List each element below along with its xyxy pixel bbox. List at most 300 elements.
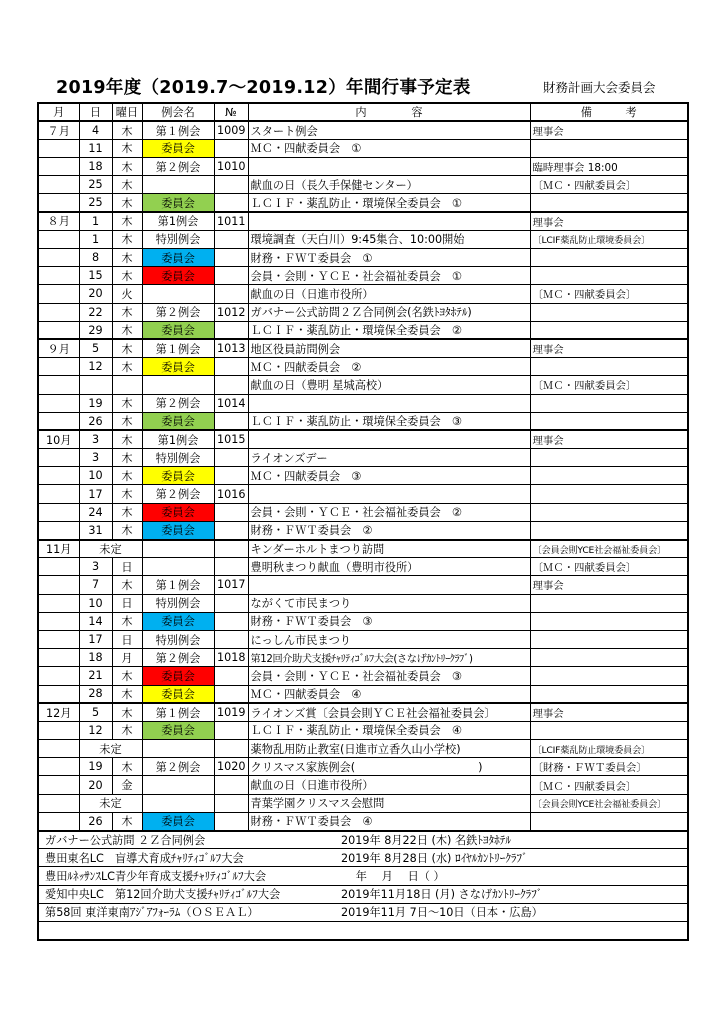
footer-event: 豊田ﾙﾈｯｻﾝｽLC青少年育成支援ﾁｬﾘﾃｨｺﾞﾙﾌ大会 xyxy=(45,869,267,883)
month-cell xyxy=(38,230,79,248)
meeting-cell xyxy=(142,558,214,576)
month-cell xyxy=(38,594,79,612)
meeting-cell: 特別例会 xyxy=(142,630,214,648)
number-cell xyxy=(214,194,248,212)
weekday-cell: 木 xyxy=(112,812,142,830)
schedule-row xyxy=(38,467,688,485)
content-cell: 薬物乱用防止教室(日進市立香久山小学校) xyxy=(248,740,530,758)
number-cell xyxy=(214,503,248,521)
day-cell: 18 xyxy=(79,158,112,176)
schedule-row xyxy=(38,649,688,667)
schedule-row xyxy=(38,212,688,230)
content-cell: ＬＣＩＦ・薬乱防止・環境保全委員会 ② xyxy=(248,321,530,339)
memo-cell: 理事会 xyxy=(530,430,688,448)
memo-cell xyxy=(530,630,688,648)
memo-cell xyxy=(530,612,688,630)
meeting-cell: 委員会 xyxy=(142,612,214,630)
footer-cell xyxy=(38,867,688,885)
content-cell: キンダーホルトまつり訪問 xyxy=(248,540,530,558)
number-cell xyxy=(214,776,248,794)
weekday-cell: 木 xyxy=(112,467,142,485)
day-cell: 14 xyxy=(79,612,112,630)
memo-cell xyxy=(530,503,688,521)
footer-date: 年 月 日（ ） xyxy=(341,869,445,883)
number-cell xyxy=(214,321,248,339)
schedule-row xyxy=(38,503,688,521)
schedule-row xyxy=(38,721,688,739)
day-cell: 1 xyxy=(79,230,112,248)
number-cell xyxy=(214,358,248,376)
number-cell xyxy=(214,594,248,612)
schedule-row xyxy=(38,267,688,285)
weekday-cell: 木 xyxy=(112,249,142,267)
weekday-cell: 日 xyxy=(112,630,142,648)
memo-cell xyxy=(530,721,688,739)
schedule-row xyxy=(38,358,688,376)
month-cell xyxy=(38,794,79,812)
content-cell: 献血の日（豊明 星城高校） xyxy=(248,376,530,394)
footer-date: 2019年 8月22日 (木) 名鉄ﾄﾖﾀﾎﾃﾙ xyxy=(341,833,511,847)
day-cell: 25 xyxy=(79,194,112,212)
memo-cell xyxy=(530,485,688,503)
content-cell: ライオンズ賞〔会員会則ＹＣＥ社会福祉委員会〕 xyxy=(248,703,530,721)
weekday-cell: 木 xyxy=(112,485,142,503)
number-cell xyxy=(214,267,248,285)
day-cell: 18 xyxy=(79,649,112,667)
weekday-cell: 木 xyxy=(112,394,142,412)
number-cell xyxy=(214,285,248,303)
meeting-cell: 第２例会 xyxy=(142,303,214,321)
day-cell: 20 xyxy=(79,285,112,303)
content-cell: 青葉学園クリスマス会慰問 xyxy=(248,794,530,812)
month-cell xyxy=(38,521,79,539)
memo-cell: 〔財務・ＦＷＴ委員会〕 xyxy=(530,758,688,776)
number-cell xyxy=(214,412,248,430)
meeting-cell: 第２例会 xyxy=(142,485,214,503)
weekday-cell: 日 xyxy=(112,558,142,576)
schedule-row xyxy=(38,430,688,448)
memo-cell xyxy=(530,449,688,467)
memo-cell: 〔ＭＣ・四献委員会〕 xyxy=(530,776,688,794)
number-cell: 1019 xyxy=(214,703,248,721)
meeting-cell: 特別例会 xyxy=(142,230,214,248)
number-cell: 1016 xyxy=(214,485,248,503)
number-cell xyxy=(214,558,248,576)
weekday-cell: 木 xyxy=(112,721,142,739)
memo-cell: 理事会 xyxy=(530,121,688,139)
content-cell: ＭＣ・四献委員会 ① xyxy=(248,139,530,157)
memo-cell xyxy=(530,267,688,285)
meeting-cell xyxy=(142,794,214,812)
number-cell: 1017 xyxy=(214,576,248,594)
month-cell xyxy=(38,285,79,303)
day-cell: 22 xyxy=(79,303,112,321)
number-cell: 1012 xyxy=(214,303,248,321)
number-cell xyxy=(214,249,248,267)
memo-cell: 理事会 xyxy=(530,703,688,721)
number-cell xyxy=(214,139,248,157)
meeting-cell: 第１例会 xyxy=(142,121,214,139)
meeting-cell: 特別例会 xyxy=(142,449,214,467)
schedule-row xyxy=(38,558,688,576)
day-cell: 4 xyxy=(79,121,112,139)
memo-cell xyxy=(530,358,688,376)
number-cell: 1014 xyxy=(214,394,248,412)
month-cell: ８月 xyxy=(38,212,79,230)
memo-cell: 理事会 xyxy=(530,212,688,230)
footer-cell xyxy=(38,885,688,903)
footer-row xyxy=(38,921,688,939)
memo-cell xyxy=(530,394,688,412)
number-cell xyxy=(214,794,248,812)
schedule-row xyxy=(38,812,688,830)
month-cell xyxy=(38,758,79,776)
month-cell xyxy=(38,267,79,285)
day-cell: 3 xyxy=(79,430,112,448)
schedule-row xyxy=(38,303,688,321)
number-cell xyxy=(214,467,248,485)
content-cell: クリスマス家族例会( ) xyxy=(248,758,530,776)
meeting-cell: 第1例会 xyxy=(142,212,214,230)
schedule-row xyxy=(38,158,688,176)
schedule-row xyxy=(38,540,688,558)
day-cell: 26 xyxy=(79,412,112,430)
month-cell xyxy=(38,485,79,503)
content-cell xyxy=(248,158,530,176)
memo-cell xyxy=(530,521,688,539)
weekday-cell: 木 xyxy=(112,303,142,321)
header-month: 月 xyxy=(38,103,79,121)
meeting-cell: 委員会 xyxy=(142,358,214,376)
day-cell: 3 xyxy=(79,558,112,576)
content-cell: ＭＣ・四献委員会 ③ xyxy=(248,467,530,485)
header-meeting: 例会名 xyxy=(142,103,214,121)
schedule-row xyxy=(38,176,688,194)
header-content: 内 容 xyxy=(248,103,530,121)
meeting-cell: 第1例会 xyxy=(142,430,214,448)
day-cell: 26 xyxy=(79,812,112,830)
footer-row xyxy=(38,867,688,885)
content-cell: 環境調査（天白川）9:45集合、10:00開始 xyxy=(248,230,530,248)
schedule-row xyxy=(38,576,688,594)
day-cell: 未定 xyxy=(79,740,142,758)
schedule-row xyxy=(38,667,688,685)
number-cell xyxy=(214,612,248,630)
schedule-row xyxy=(38,485,688,503)
number-cell xyxy=(214,740,248,758)
weekday-cell: 木 xyxy=(112,121,142,139)
content-cell: 地区役員訪問例会 xyxy=(248,339,530,357)
meeting-cell: 委員会 xyxy=(142,812,214,830)
meeting-cell: 委員会 xyxy=(142,521,214,539)
month-cell xyxy=(38,558,79,576)
schedule-row xyxy=(38,449,688,467)
month-cell: ７月 xyxy=(38,121,79,139)
month-cell xyxy=(38,503,79,521)
meeting-cell xyxy=(142,540,214,558)
day-cell xyxy=(79,376,112,394)
weekday-cell: 日 xyxy=(112,594,142,612)
day-cell: 17 xyxy=(79,630,112,648)
day-cell: 19 xyxy=(79,758,112,776)
schedule-row xyxy=(38,794,688,812)
content-cell: ライオンズデー xyxy=(248,449,530,467)
number-cell: 1011 xyxy=(214,212,248,230)
month-cell xyxy=(38,194,79,212)
memo-cell: 〔会員会則YCE社会福祉委員会〕 xyxy=(530,794,688,812)
content-cell: ＭＣ・四献委員会 ② xyxy=(248,358,530,376)
weekday-cell: 木 xyxy=(112,449,142,467)
content-cell: 財務・ＦＷＴ委員会 ① xyxy=(248,249,530,267)
meeting-cell xyxy=(142,776,214,794)
day-cell: 5 xyxy=(79,339,112,357)
meeting-cell: 第１例会 xyxy=(142,703,214,721)
memo-cell xyxy=(530,812,688,830)
schedule-row xyxy=(38,412,688,430)
month-cell xyxy=(38,740,79,758)
month-cell xyxy=(38,776,79,794)
month-cell xyxy=(38,667,79,685)
meeting-cell xyxy=(142,285,214,303)
meeting-cell xyxy=(142,376,214,394)
weekday-cell: 木 xyxy=(112,685,142,703)
content-cell: ＬＣＩＦ・薬乱防止・環境保全委員会 ④ xyxy=(248,721,530,739)
weekday-cell: 木 xyxy=(112,267,142,285)
committee-name: 財務計画大会委員会 xyxy=(543,80,656,95)
meeting-cell: 第２例会 xyxy=(142,649,214,667)
number-cell xyxy=(214,230,248,248)
memo-cell xyxy=(530,467,688,485)
weekday-cell: 木 xyxy=(112,358,142,376)
weekday-cell: 木 xyxy=(112,339,142,357)
month-cell xyxy=(38,303,79,321)
meeting-cell: 委員会 xyxy=(142,139,214,157)
meeting-cell xyxy=(142,740,214,758)
meeting-cell: 第２例会 xyxy=(142,394,214,412)
schedule-row xyxy=(38,121,688,139)
month-cell xyxy=(38,649,79,667)
footer-row xyxy=(38,885,688,903)
weekday-cell: 木 xyxy=(112,576,142,594)
weekday-cell: 木 xyxy=(112,194,142,212)
month-cell xyxy=(38,139,79,157)
meeting-cell: 委員会 xyxy=(142,249,214,267)
footer-row xyxy=(38,849,688,867)
weekday-cell: 木 xyxy=(112,503,142,521)
footer-date: 2019年11月18日 (月) さなげｶﾝﾄﾘｰｸﾗﾌﾞ xyxy=(341,888,543,902)
weekday-cell xyxy=(112,376,142,394)
schedule-row xyxy=(38,285,688,303)
footer-event: 愛知中央LC 第12回介助犬支援ﾁｬﾘﾃｨｺﾞﾙﾌ大会 xyxy=(45,888,281,902)
month-cell xyxy=(38,358,79,376)
footer-cell xyxy=(38,903,688,921)
month-cell: 10月 xyxy=(38,430,79,448)
month-cell xyxy=(38,449,79,467)
day-cell: 8 xyxy=(79,249,112,267)
memo-cell: 〔LCIF薬乱防止環境委員会〕 xyxy=(530,230,688,248)
meeting-cell: 委員会 xyxy=(142,321,214,339)
content-cell: にっしん市民まつり xyxy=(248,630,530,648)
memo-cell xyxy=(530,194,688,212)
day-cell: 未定 xyxy=(79,794,142,812)
schedule-row xyxy=(38,703,688,721)
number-cell xyxy=(214,449,248,467)
day-cell: 31 xyxy=(79,521,112,539)
content-cell: 財務・ＦＷＴ委員会 ④ xyxy=(248,812,530,830)
number-cell xyxy=(214,521,248,539)
schedule-row xyxy=(38,376,688,394)
meeting-cell: 第１例会 xyxy=(142,576,214,594)
content-cell: 会員・会則・ＹＣＥ・社会福祉委員会 ③ xyxy=(248,667,530,685)
memo-cell: 〔ＭＣ・四献委員会〕 xyxy=(530,376,688,394)
month-cell xyxy=(38,576,79,594)
weekday-cell: 金 xyxy=(112,776,142,794)
meeting-cell: 委員会 xyxy=(142,467,214,485)
weekday-cell: 木 xyxy=(112,758,142,776)
number-cell xyxy=(214,667,248,685)
month-cell xyxy=(38,721,79,739)
memo-cell: 臨時理事会 18:00 xyxy=(530,158,688,176)
number-cell xyxy=(214,540,248,558)
header-no: № xyxy=(214,103,248,121)
footer-date: 2019年11月 7日～10日（日本・広島） xyxy=(341,906,543,920)
month-cell xyxy=(38,376,79,394)
weekday-cell: 月 xyxy=(112,649,142,667)
month-cell: ９月 xyxy=(38,339,79,357)
month-cell xyxy=(38,321,79,339)
month-cell xyxy=(38,812,79,830)
number-cell: 1013 xyxy=(214,339,248,357)
weekday-cell: 木 xyxy=(112,139,142,157)
number-cell: 1018 xyxy=(214,649,248,667)
memo-cell: 理事会 xyxy=(530,576,688,594)
month-cell: 12月 xyxy=(38,703,79,721)
header-row xyxy=(38,103,688,121)
schedule-row xyxy=(38,740,688,758)
content-cell: ＭＣ・四献委員会 ④ xyxy=(248,685,530,703)
content-cell: 財務・ＦＷＴ委員会 ② xyxy=(248,521,530,539)
month-cell xyxy=(38,176,79,194)
meeting-cell: 第２例会 xyxy=(142,158,214,176)
schedule-row xyxy=(38,139,688,157)
content-cell xyxy=(248,212,530,230)
content-cell xyxy=(248,576,530,594)
month-cell xyxy=(38,467,79,485)
memo-cell: 〔LCIF薬乱防止環境委員会〕 xyxy=(530,740,688,758)
content-cell: 会員・会則・ＹＣＥ・社会福祉委員会 ① xyxy=(248,267,530,285)
weekday-cell: 木 xyxy=(112,612,142,630)
meeting-cell: 委員会 xyxy=(142,667,214,685)
content-cell: スタート例会 xyxy=(248,121,530,139)
day-cell: 17 xyxy=(79,485,112,503)
schedule-row xyxy=(38,685,688,703)
content-cell: ガバナー公式訪問２Ｚ合同例会(名鉄ﾄﾖﾀﾎﾃﾙ) xyxy=(248,303,530,321)
day-cell: 15 xyxy=(79,267,112,285)
number-cell: 1010 xyxy=(214,158,248,176)
number-cell xyxy=(214,376,248,394)
meeting-cell: 第１例会 xyxy=(142,339,214,357)
day-cell: 7 xyxy=(79,576,112,594)
day-cell: 12 xyxy=(79,721,112,739)
footer-cell xyxy=(38,921,688,939)
header-memo: 備 考 xyxy=(530,103,688,121)
month-cell: 11月 xyxy=(38,540,79,558)
schedule-row xyxy=(38,230,688,248)
weekday-cell: 木 xyxy=(112,667,142,685)
memo-cell xyxy=(530,412,688,430)
content-cell: ＬＣＩＦ・薬乱防止・環境保全委員会 ③ xyxy=(248,412,530,430)
day-cell: 20 xyxy=(79,776,112,794)
memo-cell: 〔ＭＣ・四献委員会〕 xyxy=(530,176,688,194)
day-cell: 未定 xyxy=(79,540,142,558)
memo-cell: 〔ＭＣ・四献委員会〕 xyxy=(530,285,688,303)
day-cell: 11 xyxy=(79,139,112,157)
footer-date: 2019年 8月28日 (水) ﾛｲﾔﾙｶﾝﾄﾘｰｸﾗﾌﾞ xyxy=(341,851,528,865)
content-cell xyxy=(248,394,530,412)
memo-cell xyxy=(530,249,688,267)
day-cell: 12 xyxy=(79,358,112,376)
meeting-cell: 第２例会 xyxy=(142,758,214,776)
memo-cell: 〔ＭＣ・四献委員会〕 xyxy=(530,558,688,576)
weekday-cell: 木 xyxy=(112,412,142,430)
month-cell xyxy=(38,158,79,176)
day-cell: 1 xyxy=(79,212,112,230)
content-cell: 財務・ＦＷＴ委員会 ③ xyxy=(248,612,530,630)
day-cell: 3 xyxy=(79,449,112,467)
meeting-cell: 委員会 xyxy=(142,267,214,285)
content-cell: 豊明秋まつり献血（豊明市役所） xyxy=(248,558,530,576)
memo-cell xyxy=(530,594,688,612)
weekday-cell: 木 xyxy=(112,321,142,339)
meeting-cell: 委員会 xyxy=(142,685,214,703)
footer-cell xyxy=(38,849,688,867)
month-cell xyxy=(38,685,79,703)
footer-event: 第58回 東洋東南ｱｼﾞｱﾌｫｰﾗﾑ（ＯＳＥＡＬ） xyxy=(45,906,259,920)
meeting-cell: 委員会 xyxy=(142,194,214,212)
schedule-row xyxy=(38,321,688,339)
content-cell: 献血の日（長久手保健センター） xyxy=(248,176,530,194)
weekday-cell: 木 xyxy=(112,430,142,448)
schedule-row xyxy=(38,249,688,267)
schedule-row xyxy=(38,594,688,612)
schedule-row xyxy=(38,394,688,412)
number-cell: 1015 xyxy=(214,430,248,448)
meeting-cell xyxy=(142,176,214,194)
number-cell xyxy=(214,721,248,739)
footer-row xyxy=(38,903,688,921)
month-cell xyxy=(38,394,79,412)
memo-cell xyxy=(530,649,688,667)
number-cell xyxy=(214,630,248,648)
weekday-cell: 木 xyxy=(112,176,142,194)
page-title: 2019年度（2019.7～2019.12）年間行事予定表 xyxy=(56,78,471,98)
footer-event: ガバナー公式訪問 ２Ｚ合同例会 xyxy=(45,833,206,847)
day-cell: 24 xyxy=(79,503,112,521)
number-cell xyxy=(214,685,248,703)
number-cell: 1009 xyxy=(214,121,248,139)
schedule-row xyxy=(38,612,688,630)
weekday-cell: 木 xyxy=(112,521,142,539)
content-cell xyxy=(248,485,530,503)
weekday-cell: 木 xyxy=(112,158,142,176)
meeting-cell: 特別例会 xyxy=(142,594,214,612)
memo-cell xyxy=(530,321,688,339)
meeting-cell: 委員会 xyxy=(142,412,214,430)
weekday-cell: 火 xyxy=(112,285,142,303)
day-cell: 29 xyxy=(79,321,112,339)
number-cell xyxy=(214,176,248,194)
content-cell: 会員・会則・ＹＣＥ・社会福祉委員会 ② xyxy=(248,503,530,521)
